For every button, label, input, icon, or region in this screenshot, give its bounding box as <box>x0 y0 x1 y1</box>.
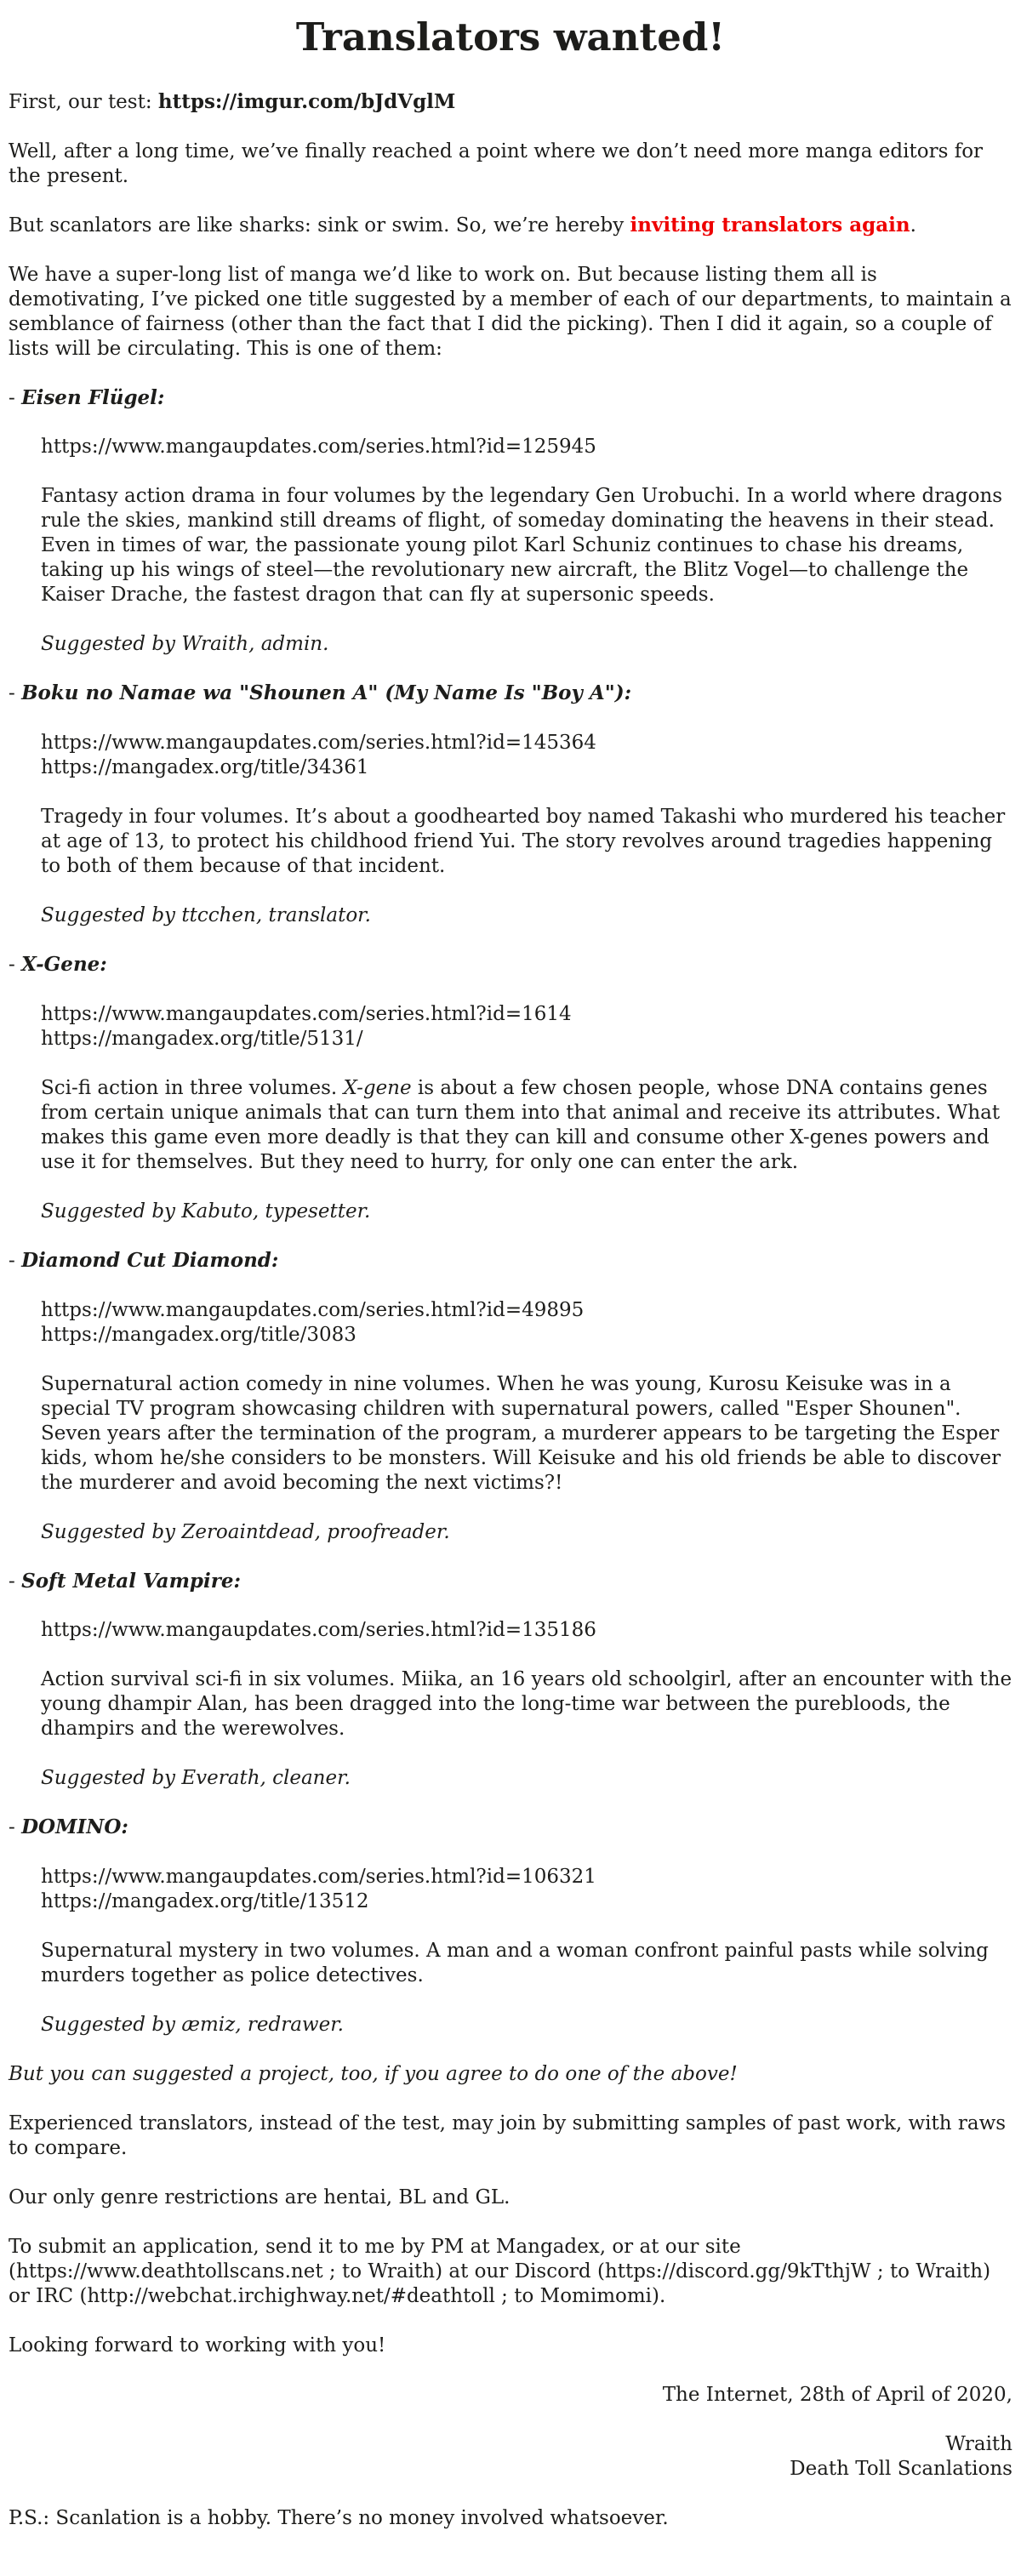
series-bullet: - <box>9 954 22 977</box>
postscript: P.S.: Scanlation is a hobby. There’s no money involved whatsoever. <box>9 2506 669 2529</box>
series-entry <box>9 1815 1012 2037</box>
series-suggested-by: Suggested by ttcchen, translator. <box>41 904 371 927</box>
outro-how-to-submit: To submit an application, send it to me by PM at Mangadex, or at our site (https://www.deathtollscans.net ; to Wraith) at our Discord (https://discord.gg/9kTthjW ; to Wraith) or IRC (http://webchat.irchighway.net/#deathtoll ; to Momimomi). <box>9 2236 991 2307</box>
series-bullet: - <box>9 1816 22 1839</box>
series-links <box>41 731 1012 780</box>
series-suggested-by: Suggested by Wraith, admin. <box>41 633 329 656</box>
series-link: https://mangadex.org/title/34361 <box>41 756 369 779</box>
series-list <box>9 386 1012 2038</box>
signature-block <box>9 2432 1012 2482</box>
series-link: https://www.mangaupdates.com/series.html?id=135186 <box>41 1619 596 1642</box>
series-entry <box>9 1249 1012 1545</box>
series-links <box>41 1298 1012 1348</box>
series-suggested-by: Suggested by Kabuto, typesetter. <box>41 1200 371 1222</box>
series-title <box>9 681 1012 706</box>
series-title <box>9 1815 1012 1840</box>
intro-paragraph-list-explanation: We have a super-long list of manga we’d like to work on. But because listing them all is demotivating, I’ve picked one title suggested by a member of each of our departments, to maintain a semblance of fairness (other than the fact that I did the picking). Then I did it again, so a couple of lists will be circulating. This is one of them: <box>9 263 1012 360</box>
series-description: Supernatural action comedy in nine volumes. When he was young, Kurosu Keisuke was in a special TV program showcasing children with supernatural powers, called "Esper Shounen". Seven years after the termination of the program, a murderer appears to be targeting the Esper kids, whom he/she considers to be monsters. Will Keisuke and his old friends be able to discover the murderer and avoid becoming the next victims?! <box>41 1372 1001 1494</box>
series-title-text: Diamond Cut Diamond: <box>21 1248 279 1272</box>
series-title-text: DOMINO: <box>21 1815 128 1839</box>
signature-group: Death Toll Scanlations <box>790 2457 1012 2480</box>
series-links <box>41 1618 1012 1643</box>
series-details <box>41 1002 1012 1224</box>
series-entry <box>9 1570 1012 1792</box>
series-details <box>41 731 1012 928</box>
series-link: https://mangadex.org/title/5131/ <box>41 1027 363 1050</box>
series-link: https://mangadex.org/title/3083 <box>41 1323 356 1346</box>
series-bullet: - <box>9 1249 22 1272</box>
test-line: First, our test: https://imgur.com/bJdVglM <box>9 89 456 113</box>
series-description: Sci-fi action in three volumes. X-gene is about a few chosen people, whose DNA contains genes from certain unique animals that can turn them into that animal and receive its attributes. What makes this game even more deadly is that they can kill and consume other X-genes powers and use it for themselves. But they need to hurry, for only one can enter the ark. <box>41 1076 1001 1173</box>
series-link: https://www.mangaupdates.com/series.html?id=125945 <box>41 436 596 459</box>
series-suggested-by: Suggested by æmiz, redrawer. <box>41 2014 344 2037</box>
series-title-text: Boku no Namae wa "Shounen A" (My Name Is "Boy A"): <box>21 681 632 705</box>
series-bullet: - <box>9 682 22 705</box>
series-entry <box>9 386 1012 658</box>
series-description: Tragedy in four volumes. It’s about a goodhearted boy named Takashi who murdered his teacher at age of 13, to protect his childhood friend Yui. The story revolves around tragedies happening to both of them because of that incident. <box>41 806 1006 878</box>
series-title-text: Soft Metal Vampire: <box>21 1569 241 1593</box>
series-suggested-by: Suggested by Everath, cleaner. <box>41 1767 351 1790</box>
series-details <box>41 435 1012 657</box>
series-suggested-by: Suggested by Zeroaintdead, proofreader. <box>41 1520 450 1543</box>
outro-closing-line: Looking forward to working with you! <box>9 2334 386 2357</box>
series-entry <box>9 953 1012 1224</box>
series-links <box>41 1865 1012 1914</box>
series-details <box>41 1298 1012 1545</box>
outro-suggest-line: But you can suggested a project, too, if you agree to do one of the above! <box>9 2063 738 2086</box>
intro-paragraph-editors: Well, after a long time, we’ve finally reached a point where we don’t need more manga editors for the present. <box>9 140 984 187</box>
page-title: Translators wanted! <box>295 14 726 60</box>
signature-dateline: The Internet, 28th of April of 2020, <box>662 2383 1012 2406</box>
series-title <box>9 1570 1012 1594</box>
series-title <box>9 386 1012 411</box>
series-description: Fantasy action drama in four volumes by the legendary Gen Urobuchi. In a world where dragons rule the skies, mankind still dreams of flight, of someday dominating the heavens in their stead. Even in times of war, the passionate young pilot Karl Schuniz continues to chase his dreams, taking up his wings of steel—the revolutionary new aircraft, the Blitz Vogel—to challenge the Kaiser Drache, the fastest dragon that can fly at supersonic speeds. <box>41 485 1003 607</box>
series-details <box>41 1618 1012 1791</box>
series-title-text: X-Gene: <box>21 953 107 977</box>
outro-genre-restrictions: Our only genre restrictions are hentai, BL and GL. <box>9 2186 510 2209</box>
series-details <box>41 1865 1012 2037</box>
series-bullet: - <box>9 386 22 409</box>
series-link: https://www.mangaupdates.com/series.html?id=49895 <box>41 1298 585 1321</box>
series-title-text: Eisen Flügel: <box>21 385 165 409</box>
series-title <box>9 953 1012 977</box>
series-bullet: - <box>9 1570 22 1593</box>
series-description: Supernatural mystery in two volumes. A man and a woman confront painful pasts while solving murders together as police detectives. <box>41 1940 989 1987</box>
series-links <box>41 1002 1012 1051</box>
series-entry <box>9 681 1012 928</box>
series-link: https://www.mangaupdates.com/series.html?id=145364 <box>41 732 596 755</box>
series-link: https://www.mangaupdates.com/series.html?id=106321 <box>41 1866 596 1889</box>
signature-name: Wraith <box>945 2432 1012 2455</box>
series-link: https://www.mangaupdates.com/series.html?id=1614 <box>41 1003 572 1025</box>
series-title <box>9 1249 1012 1274</box>
series-link: https://mangadex.org/title/13512 <box>41 1890 369 1913</box>
series-links <box>41 435 1012 459</box>
intro-paragraph-inviting: But scanlators are like sharks: sink or swim. So, we’re hereby inviting translators again. <box>9 213 916 237</box>
outro-experienced-translators: Experienced translators, instead of the test, may join by submitting samples of past work, with raws to compare. <box>9 2112 1007 2160</box>
series-description: Action survival sci-fi in six volumes. Miika, an 16 years old schoolgirl, after an encounter with the young dhampir Alan, has been dragged into the long-time war between the purebloods, the dhampirs and the werewolves. <box>41 1668 1012 1741</box>
